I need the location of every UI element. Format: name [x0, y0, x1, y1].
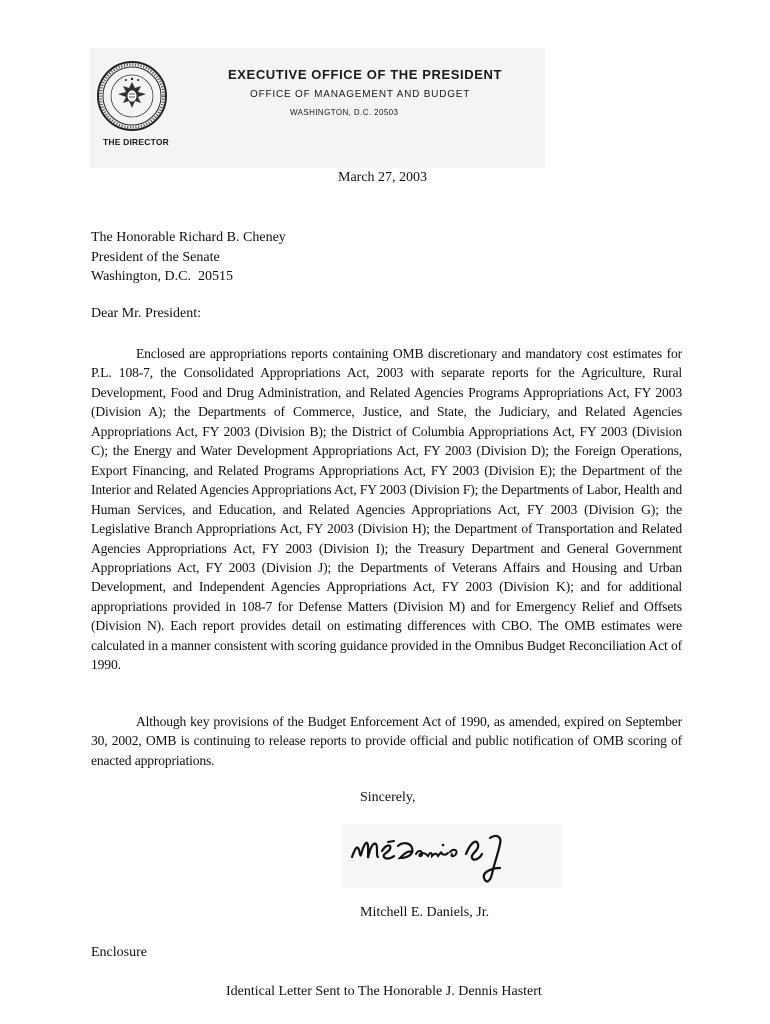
signer-name: Mitchell E. Daniels, Jr.: [360, 905, 490, 920]
addressee-line: Washington, D.C. 20515: [91, 269, 233, 284]
body-paragraph: Enclosed are appropriations reports containing OMB discretionary and mandatory cost estimates for P.L. 108-7, the Consolidated Appropriations Act, 2003 with separate reports for the Agriculture, Rural Development, Food and Drug Administration, and Related Agencies Programs Appropriations Act, FY 2003 (Division A); the Departments of Commerce, Justice, and State, the Judiciary, and Related Agencies Appropriations Act, FY 2003 (Division B); the District of Columbia Appropriations Act, FY 2003 (Division C); the Energy and Water Development Appropriations Act, FY 2003 (Division D); the Foreign Operations, Export Financing, and Related Programs Appropriations Act, FY 2003 (Division E); the Department of the Interior and Related Agencies Appropriations Act, FY 2003 (Division F); the Departments of Labor, Health and Human Services, and Education, and Related Agencies Appropriations Act, FY 2003 (Division G); the Legislative Branch Appropriations Act, FY 2003 (Division H); the Department of Transportation and Related Agencies Appropriations Act, FY 2003 (Division I); the Treasury Department and General Government Appropriations Act, FY 2003 (Division J); the Departments of Veterans Affairs and Housing and Urban Development, and Independent Agencies Appropriations Act, FY 2003 (Division K); and for additional appropriations provided in 108-7 for Defense Matters (Division M) and for Emergency Relief and Offsets (Division N). Each report provides detail on estimating differences with CBO. The OMB estimates were calculated in a manner consistent with scoring guidance provided in the Omnibus Budget Reconciliation Act of 1990.: [91, 346, 682, 673]
letterhead-location: WASHINGTON, D.C. 20503: [290, 108, 399, 117]
letterhead-organization: EXECUTIVE OFFICE OF THE PRESIDENT: [228, 67, 503, 82]
salutation: Dear Mr. President:: [91, 306, 202, 321]
closing: Sincerely,: [360, 790, 416, 805]
presidential-seal-icon: [96, 60, 168, 132]
addressee-line: President of the Senate: [91, 249, 220, 265]
letter-date: March 27, 2003: [338, 170, 428, 185]
enclosure-label: Enclosure: [91, 945, 147, 960]
letterhead-office: OFFICE OF MANAGEMENT AND BUDGET: [250, 89, 471, 100]
director-label: THE DIRECTOR: [103, 137, 169, 147]
handwritten-signature: [342, 824, 562, 888]
addressee-block: [91, 228, 286, 287]
addressee-line: The Honorable Richard B. Cheney: [91, 230, 286, 245]
footer-note: Identical Letter Sent to The Honorable J. Dennis Hastert: [226, 984, 542, 999]
body-paragraph: Although key provisions of the Budget Enforcement Act of 1990, as amended, expired on September 30, 2002, OMB is continuing to release reports to provide official and public notification of OMB scoring of enacted appropriations.: [91, 714, 682, 768]
